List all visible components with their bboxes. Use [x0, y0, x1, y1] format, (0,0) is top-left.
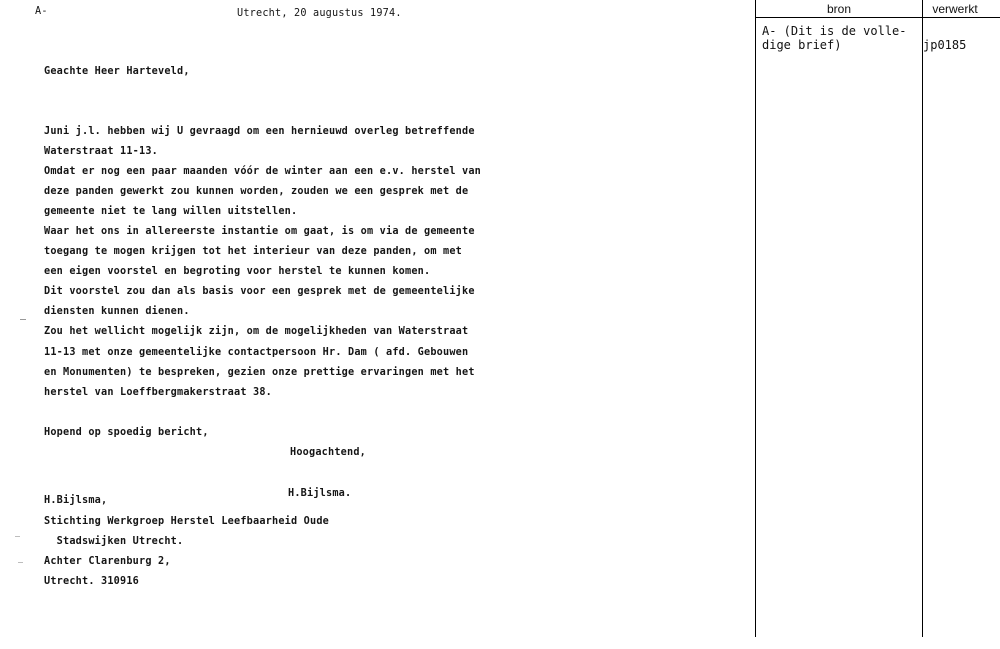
header-verwerkt: verwerkt [932, 2, 978, 16]
page-marker: A- [35, 6, 48, 17]
salutation: Geachte Heer Harteveld, [44, 66, 190, 77]
body-line: Waterstraat 11-13. [44, 146, 159, 157]
body-line: toegang te mogen krijgen tot het interieur van deze panden, om met [44, 246, 463, 257]
body-line: gemeente niet te lang willen uitstellen. [44, 206, 298, 217]
body-line: diensten kunnen dienen. [44, 306, 190, 317]
body-line: Juni j.l. hebben wij U gevraagd om een hernieuwd overleg betreffende [44, 126, 475, 137]
sender-line: Stichting Werkgroep Herstel Leefbaarheid Oude [44, 516, 330, 527]
table-left-border [755, 0, 756, 637]
closing-line: Hopend op spoedig bericht, [44, 427, 209, 438]
sender-line: Achter Clarenburg 2, [44, 556, 171, 567]
sender-line: H.Bijlsma, [44, 495, 108, 506]
place-date: Utrecht, 20 augustus 1974. [237, 8, 402, 19]
cell-verwerkt: jp0185 [923, 38, 967, 52]
margin-dash [20, 319, 26, 320]
sender-line: Utrecht. 310916 [44, 576, 140, 587]
body-line: deze panden gewerkt zou kunnen worden, zouden we een gesprek met de [44, 186, 469, 197]
body-line: herstel van Loeffbergmakerstraat 38. [44, 387, 273, 398]
body-line: Waar het ons in allereerste instantie om gaat, is om via de gemeente [44, 226, 475, 237]
body-line: Zou het wellicht mogelijk zijn, om de mogelijkheden van Waterstraat [44, 326, 469, 337]
header-bron: bron [826, 2, 852, 16]
scan-mark [15, 536, 20, 537]
body-line: Dit voorstel zou dan als basis voor een gesprek met de gemeentelijke [44, 286, 475, 297]
signature: H.Bijlsma. [288, 488, 352, 499]
body-line: Omdat er nog een paar maanden vóór de winter aan een e.v. herstel van [44, 166, 482, 177]
valediction: Hoogachtend, [290, 447, 367, 458]
body-line: en Monumenten) te bespreken, gezien onze prettige ervaringen met het [44, 367, 475, 378]
scan-mark [18, 562, 23, 563]
table-column-divider [922, 0, 923, 637]
cell-bron: A- (Dit is de volle- dige brief) [762, 24, 907, 52]
body-line: 11-13 met onze gemeentelijke contactpersoon Hr. Dam ( afd. Gebouwen [44, 347, 469, 358]
table-header-rule [755, 17, 1000, 18]
sender-line: Stadswijken Utrecht. [44, 536, 184, 547]
body-line: een eigen voorstel en begroting voor herstel te kunnen komen. [44, 266, 431, 277]
